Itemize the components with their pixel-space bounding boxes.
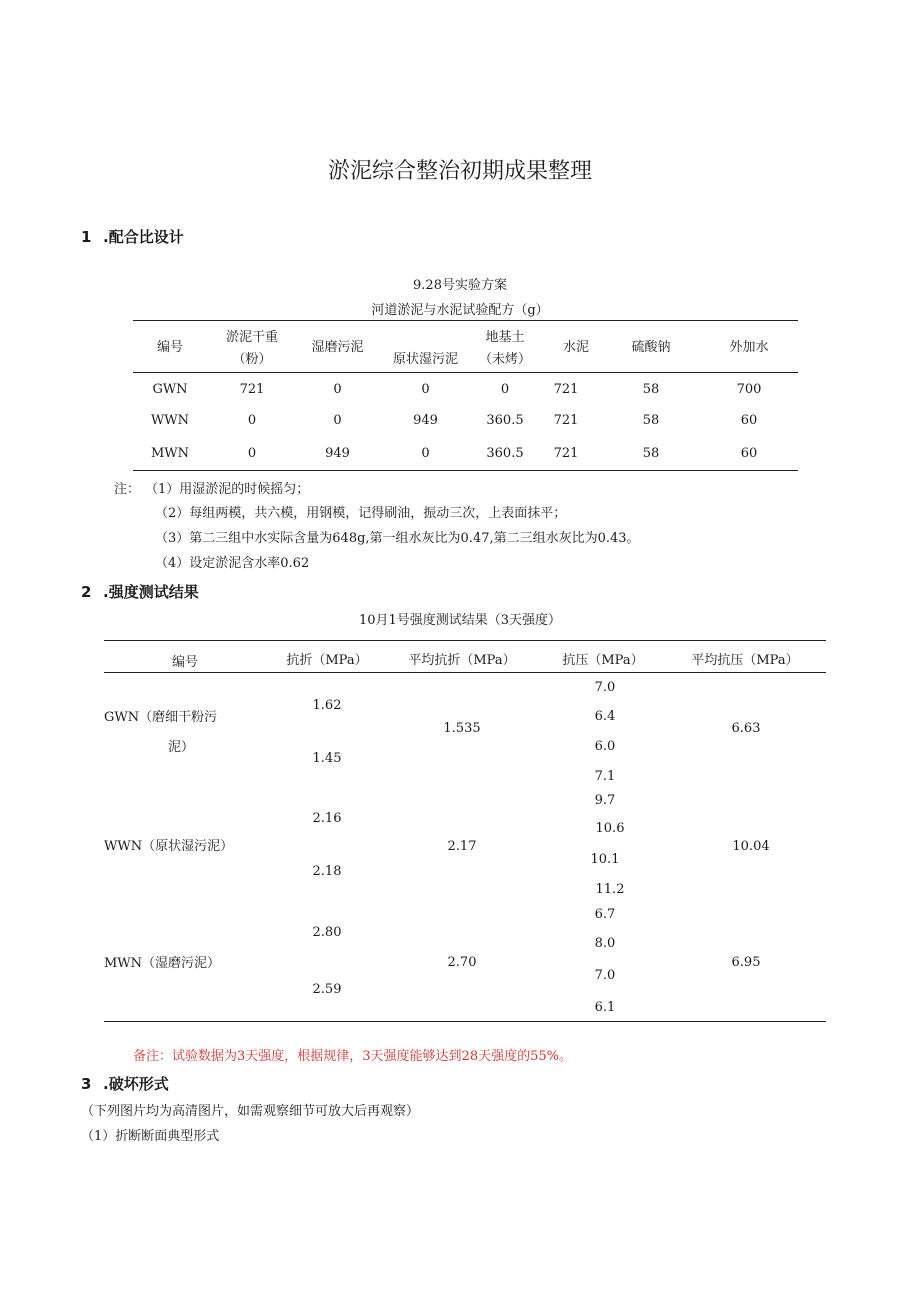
strength-table-top-rule [104,640,826,641]
mix-table-caption-2: 河道淤泥与水泥试验配方（g） [371,303,549,318]
flex-value: 2.18 [312,864,342,879]
group-name: GWN（磨细干粉污 [104,710,218,725]
comp-value: 7.0 [594,968,616,983]
section-3-title: .破坏形式 [103,1075,169,1093]
mix-cell: 0 [247,446,257,461]
mix-header-subsoil: 地基土 [485,330,525,345]
comp-value: 11.2 [595,882,625,897]
mix-cell: 58 [642,382,660,397]
comp-value: 7.0 [594,680,616,695]
mix-table-caption-1: 9.28号实验方案 [413,278,507,293]
avg-flex-value: 2.70 [447,955,477,970]
mix-cell: 0 [421,382,430,397]
mix-cell: 58 [642,413,660,428]
section-1-number: 1 [81,228,92,246]
flex-value: 1.45 [312,751,342,766]
mix-cell: 0 [333,382,342,397]
comp-value: 6.7 [594,907,616,922]
section-2-heading [81,581,199,602]
notes-label: 注： [114,482,141,497]
comp-value: 7.1 [594,769,616,784]
strength-header-comp: 抗压（MPa） [562,653,644,668]
group-name: WWN（原状湿污泥） [104,839,234,854]
mix-cell: 60 [740,446,758,461]
comp-value: 8.0 [594,936,616,951]
comp-value: 6.1 [594,1000,616,1015]
flex-value: 1.62 [312,698,342,713]
mix-cell: GWN [152,382,188,397]
section-3-note: （下列图片均为高清图片，如需观察细节可放大后再观察） [81,1104,420,1119]
mix-header-subsoil-sub: （未烤） [478,352,531,367]
strength-header-flex: 抗折（MPa） [286,653,368,668]
mix-cell: 721 [239,382,265,397]
strength-header-avg-flex: 平均抗折（MPa） [408,653,516,668]
mix-header-dry-sludge-sub: （粉） [232,352,272,367]
comp-value: 6.0 [594,739,616,754]
avg-flex-value: 1.535 [443,721,481,736]
strength-table-header-rule [104,672,826,673]
mix-cell: 700 [736,382,762,397]
note-4: （4）设定淤泥含水率0.62 [155,556,310,571]
mix-header-water: 外加水 [729,340,769,355]
mix-cell: 949 [325,446,350,461]
section-2-title: .强度测试结果 [103,583,199,601]
mix-cell: 721 [553,382,579,397]
mix-cell: 0 [333,413,342,428]
strength-header-id: 编号 [171,655,198,670]
mix-header-raw-wet: 原状湿污泥 [392,352,458,367]
mix-cell: 721 [553,413,579,428]
mix-cell: 360.5 [486,413,524,428]
section-2-number: 2 [81,583,92,601]
strength-header-avg-comp: 平均抗压（MPa） [691,653,799,668]
mix-table-header-rule [133,372,798,373]
mix-table-top-rule [133,320,798,321]
note-2: （2）每组两模，共六模，用钢模，记得刷油，振动三次，上表面抹平； [155,506,567,521]
mix-header-id: 编号 [156,340,183,355]
flex-value: 2.59 [312,982,342,997]
mix-cell: 721 [553,446,579,461]
mix-cell: 0 [247,413,257,428]
note-3: （3）第二三组中水实际含量为648g,第一组水灰比为0.47,第二三组水灰比为0.43。 [155,531,640,546]
section-3-subheading: （1）折断断面典型形式 [81,1129,220,1144]
mix-header-cement: 水泥 [562,340,589,355]
avg-flex-value: 2.17 [447,839,477,854]
strength-table-caption: 10月1号强度测试结果（3天强度） [358,613,562,628]
comp-value: 6.4 [594,709,616,724]
group-name: MWN（湿磨污泥） [104,956,221,971]
mix-cell: 0 [500,382,510,397]
note-1: （1）用湿淤泥的时候摇匀； [145,482,310,497]
mix-header-wet-ground: 湿磨污泥 [311,340,364,355]
avg-comp-value: 10.04 [732,839,770,854]
section-3-heading [81,1073,169,1094]
flex-value: 2.80 [312,925,342,940]
mix-cell: 360.5 [486,446,524,461]
mix-header-sodium-sulfate: 硫酸钠 [631,340,671,355]
comp-value: 9.7 [594,793,616,808]
strength-remark: 备注：试验数据为3天强度，根据规律，3天强度能够达到28天强度的55%。 [133,1049,572,1064]
flex-value: 2.16 [312,811,342,826]
mix-cell: 0 [421,446,430,461]
comp-value: 10.6 [595,821,625,836]
mix-cell: MWN [150,446,190,461]
group-name-continued: 泥） [168,740,195,755]
mix-cell: 949 [413,413,438,428]
section-1-heading [81,226,184,247]
avg-comp-value: 6.95 [731,955,761,970]
avg-comp-value: 6.63 [731,721,761,736]
mix-header-dry-sludge: 淤泥干重 [225,330,278,345]
section-1-title: .配合比设计 [103,228,184,246]
mix-table-bottom-rule [133,470,798,471]
section-3-number: 3 [81,1075,92,1093]
comp-value: 10.1 [590,852,620,867]
mix-cell: 58 [642,446,660,461]
strength-table-bottom-rule [104,1021,826,1022]
mix-cell: 60 [740,413,758,428]
page-title: 淤泥综合整治初期成果整理 [327,159,592,184]
mix-cell: WWN [150,413,190,428]
